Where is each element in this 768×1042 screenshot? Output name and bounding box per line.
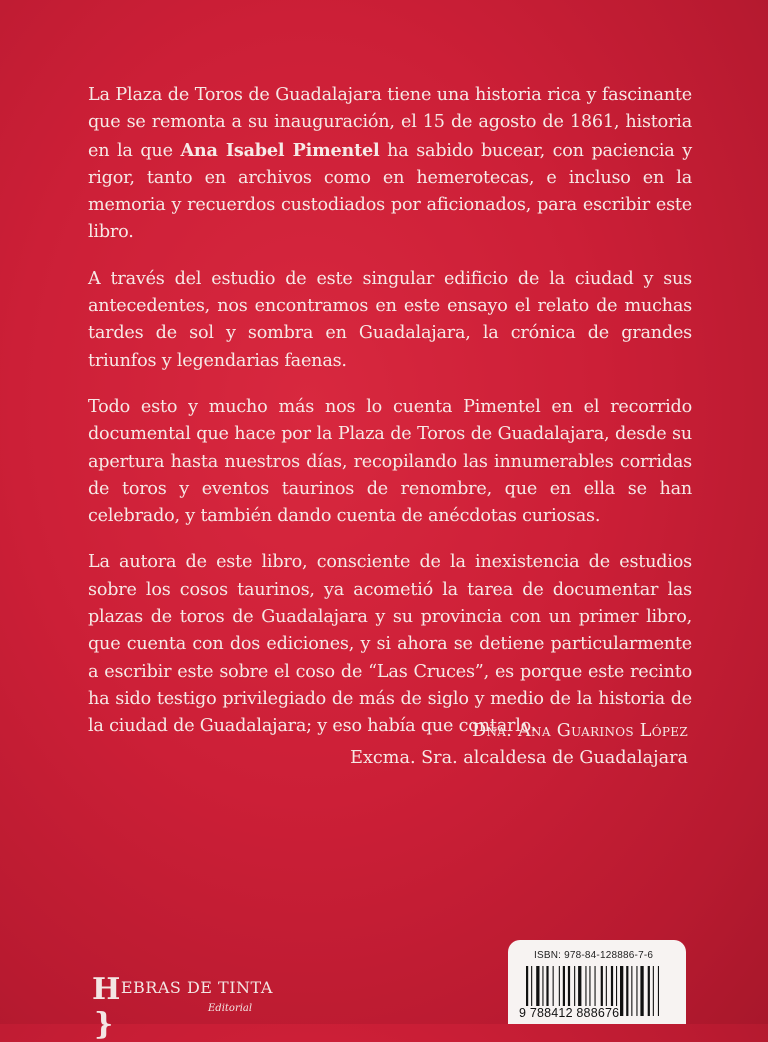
blurb-paragraph-3: Todo esto y mucho más nos lo cuenta Pimentel en el recorrido documental que hace por la Plaza de Toros de Guadalajara, desde su apertura hasta nuestros días, recopilando las innumerables corridas de toros y eventos taurinos de renombre, que en ella se han celebrado, y también dando cuenta de anécdotas curiosas. bbox=[88, 396, 692, 527]
publisher-mark-icon: } bbox=[94, 1007, 114, 1042]
blurb-paragraph-2: A través del estudio de este singular edificio de la ciudad y sus antecedentes, nos encontramos en este ensayo el relato de muchas tardes de sol y sombra en Guadalajara, la crónica de grandes triunfos y legendarias faenas. bbox=[88, 268, 692, 371]
barcode-label bbox=[508, 940, 686, 1024]
blurb-paragraph-1: La Plaza de Toros de Guadalajara tiene una historia rica y fascinante que se remonta a su inauguración, el 15 de agosto de 1861, historia en la que Ana Isabel Pimentel ha sabido bucear, con paciencia y rigor, tanto en archivos como en hemerotecas, e incluso en la memoria y recuerdos custodiados por aficionados, para escribir este libro. bbox=[88, 85, 692, 243]
signatory-role: Excma. Sra. alcaldesa de Guadalajara bbox=[350, 748, 688, 768]
signatory-name: Dña. Ana Guarinos López bbox=[472, 721, 688, 741]
barcode-digits: 9 788412 888676 bbox=[519, 1006, 620, 1020]
publisher-logo bbox=[92, 972, 273, 1042]
signature-block bbox=[350, 718, 688, 772]
author-name: Ana Isabel Pimentel bbox=[180, 139, 380, 161]
publisher-name: HEBRAS DE TINTA bbox=[92, 972, 273, 1007]
blurb-paragraph-4: La autora de este libro, consciente de la inexistencia de estudios sobre los cosos taurinos, ya acometió la tarea de documentar las plazas de toros de Guadalajara y su provincia con un primer libro, que cuenta con dos ediciones, y si ahora se detiene particularmente a escribir este sobre el coso de “Las Cruces”, es porque este recinto ha sido testigo privilegiado de más de siglo y medio de la historia de la ciudad de Guadalajara; y eso había que contarlo. bbox=[88, 552, 692, 737]
publisher-subtitle: Editorial bbox=[208, 1003, 253, 1014]
isbn-text: ISBN: 978-84-128886-7-6 bbox=[534, 950, 654, 961]
back-cover-blurb bbox=[88, 82, 692, 760]
